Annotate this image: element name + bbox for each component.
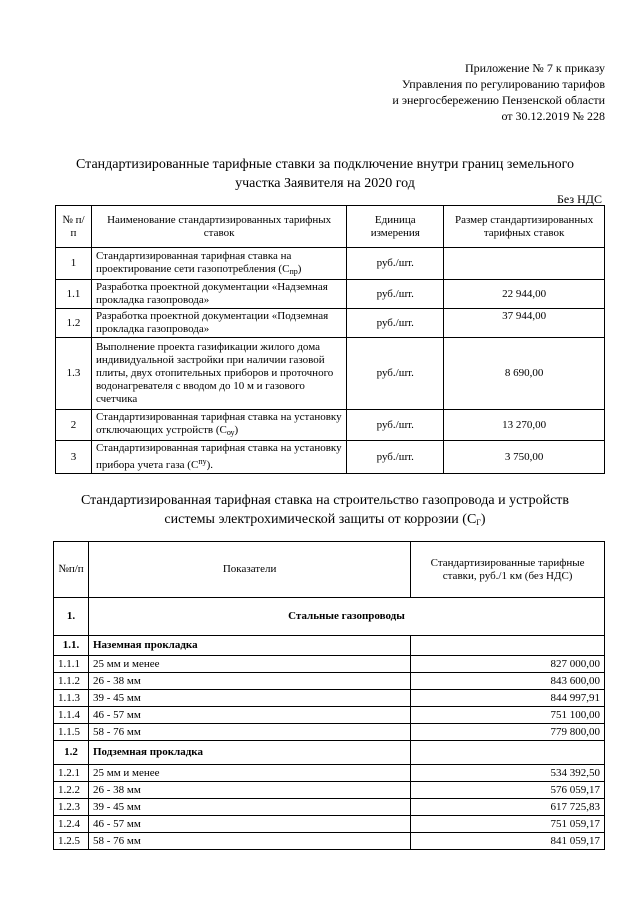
table-row — [56, 410, 605, 441]
row-num: 1.2.2 — [54, 782, 89, 799]
row-unit: руб./шт. — [347, 280, 444, 309]
group-row — [54, 741, 605, 765]
table-row — [54, 724, 605, 741]
row-value: 534 392,50 — [411, 765, 605, 782]
row-num: 1.1.2 — [54, 673, 89, 690]
row-num: 1.1 — [56, 280, 92, 309]
table2-title — [40, 491, 610, 532]
row-num: 1.1.4 — [54, 707, 89, 724]
row-value: 37 944,00 — [444, 309, 605, 338]
row-unit: руб./шт. — [347, 410, 444, 441]
table-row — [54, 816, 605, 833]
row-unit: руб./шт. — [347, 441, 444, 474]
table-row — [56, 248, 605, 280]
section-num: 1. — [54, 598, 89, 636]
table1-title — [40, 155, 610, 193]
header-name: Показатели — [88, 542, 410, 598]
row-value: 827 000,00 — [411, 656, 605, 673]
row-value: 576 059,17 — [411, 782, 605, 799]
appendix-line: от 30.12.2019 № 228 — [501, 109, 605, 123]
row-value: 8 690,00 — [444, 338, 605, 410]
table-row — [54, 656, 605, 673]
table-row — [54, 690, 605, 707]
row-value: 751 059,17 — [411, 816, 605, 833]
group-value — [411, 636, 605, 656]
pipeline-rates-table — [53, 541, 605, 850]
row-name: 26 - 38 мм — [88, 782, 410, 799]
row-num: 1 — [56, 248, 92, 280]
row-name: Разработка проектной документации «Подземная прокладка газопровода» — [91, 309, 346, 338]
table-row — [56, 309, 605, 338]
table-row — [54, 707, 605, 724]
section-label: Стальные газопроводы — [88, 598, 604, 636]
group-num: 1.1. — [54, 636, 89, 656]
appendix-line: Приложение № 7 к приказу — [465, 61, 605, 75]
row-value: 844 997,91 — [411, 690, 605, 707]
table2-title-line1: Стандартизированная тарифная ставка на строительство газопровода и устройств — [80, 493, 570, 508]
header-size: Размер стандартизированных тарифных ставок — [444, 206, 605, 248]
row-unit: руб./шт. — [347, 338, 444, 410]
table-row — [54, 782, 605, 799]
row-value: 843 600,00 — [411, 673, 605, 690]
row-num: 1.2.4 — [54, 816, 89, 833]
row-num: 3 — [56, 441, 92, 474]
row-num: 2 — [56, 410, 92, 441]
row-value: 3 750,00 — [444, 441, 605, 474]
appendix-line: Управления по регулированию тарифов — [401, 77, 605, 91]
vat-note: Без НДС — [557, 192, 602, 206]
table1-title-line2: участка Заявителя на 2020 год — [235, 176, 415, 191]
row-name: Стандартизированная тарифная ставка на установку отключающих устройств $(С_{оу})$ — [91, 410, 346, 441]
row-name: 26 - 38 мм — [88, 673, 410, 690]
row-value: 751 100,00 — [411, 707, 605, 724]
row-value: 22 944,00 — [444, 280, 605, 309]
header-value: Стандартизированные тарифные ставки, руб./1 км (без НДС) — [411, 542, 605, 598]
row-unit: руб./шт. — [347, 309, 444, 338]
table2-title-line2: системы электрохимической защиты от коррозии $(С_Г)$ — [164, 512, 486, 527]
row-num: 1.1.3 — [54, 690, 89, 707]
row-value: 841 059,17 — [411, 833, 605, 850]
row-num: 1.3 — [56, 338, 92, 410]
section-row — [54, 598, 605, 636]
row-value — [444, 248, 605, 280]
row-name: 58 - 76 мм — [88, 833, 410, 850]
row-name: 25 мм и менее — [88, 765, 410, 782]
appendix-header — [392, 60, 605, 124]
row-value: 13 270,00 — [444, 410, 605, 441]
header-num: №п/п — [54, 542, 89, 598]
row-num: 1.2 — [56, 309, 92, 338]
table-row — [56, 441, 605, 474]
appendix-line: и энергосбережению Пензенской области — [392, 93, 605, 107]
table-row — [56, 338, 605, 410]
row-value: 617 725,83 — [411, 799, 605, 816]
row-num: 1.2.3 — [54, 799, 89, 816]
row-num: 1.1.5 — [54, 724, 89, 741]
table-row — [54, 833, 605, 850]
row-num: 1.2.5 — [54, 833, 89, 850]
row-name: 46 - 57 мм — [88, 707, 410, 724]
table-row — [56, 280, 605, 309]
group-value — [411, 741, 605, 765]
header-unit: Единица измерения — [347, 206, 444, 248]
table-row — [54, 765, 605, 782]
row-num: 1.2.1 — [54, 765, 89, 782]
table-row — [54, 799, 605, 816]
row-name: 39 - 45 мм — [88, 690, 410, 707]
row-name: 25 мм и менее — [88, 656, 410, 673]
row-name: Стандартизированная тарифная ставка на проектирование сети газопотребления $(С_{пр})$ — [91, 248, 346, 280]
table-header-row — [56, 206, 605, 248]
row-name: 46 - 57 мм — [88, 816, 410, 833]
group-label: Наземная прокладка — [88, 636, 410, 656]
group-row — [54, 636, 605, 656]
row-name: Стандартизированная тарифная ставка на установку прибора учета газа $(С^{пу})$. — [91, 441, 346, 474]
row-name: Разработка проектной документации «Надземная прокладка газопровода» — [91, 280, 346, 309]
row-name: Выполнение проекта газификации жилого дома индивидуальной застройки при наличии газовой плиты, двух отопительных приборов и проточного водонагревателя с вводом до 10 м и газового счетчика — [91, 338, 346, 410]
row-unit: руб./шт. — [347, 248, 444, 280]
table-header-row — [54, 542, 605, 598]
row-name: 58 - 76 мм — [88, 724, 410, 741]
table-row — [54, 673, 605, 690]
header-num: № п/п — [56, 206, 92, 248]
connection-rates-table — [55, 205, 605, 474]
header-name: Наименование стандартизированных тарифных ставок — [91, 206, 346, 248]
group-num: 1.2 — [54, 741, 89, 765]
row-name: 39 - 45 мм — [88, 799, 410, 816]
row-num: 1.1.1 — [54, 656, 89, 673]
group-label: Подземная прокладка — [88, 741, 410, 765]
row-value: 779 800,00 — [411, 724, 605, 741]
table1-title-line1: Стандартизированные тарифные ставки за подключение внутри границ земельного — [76, 157, 574, 172]
